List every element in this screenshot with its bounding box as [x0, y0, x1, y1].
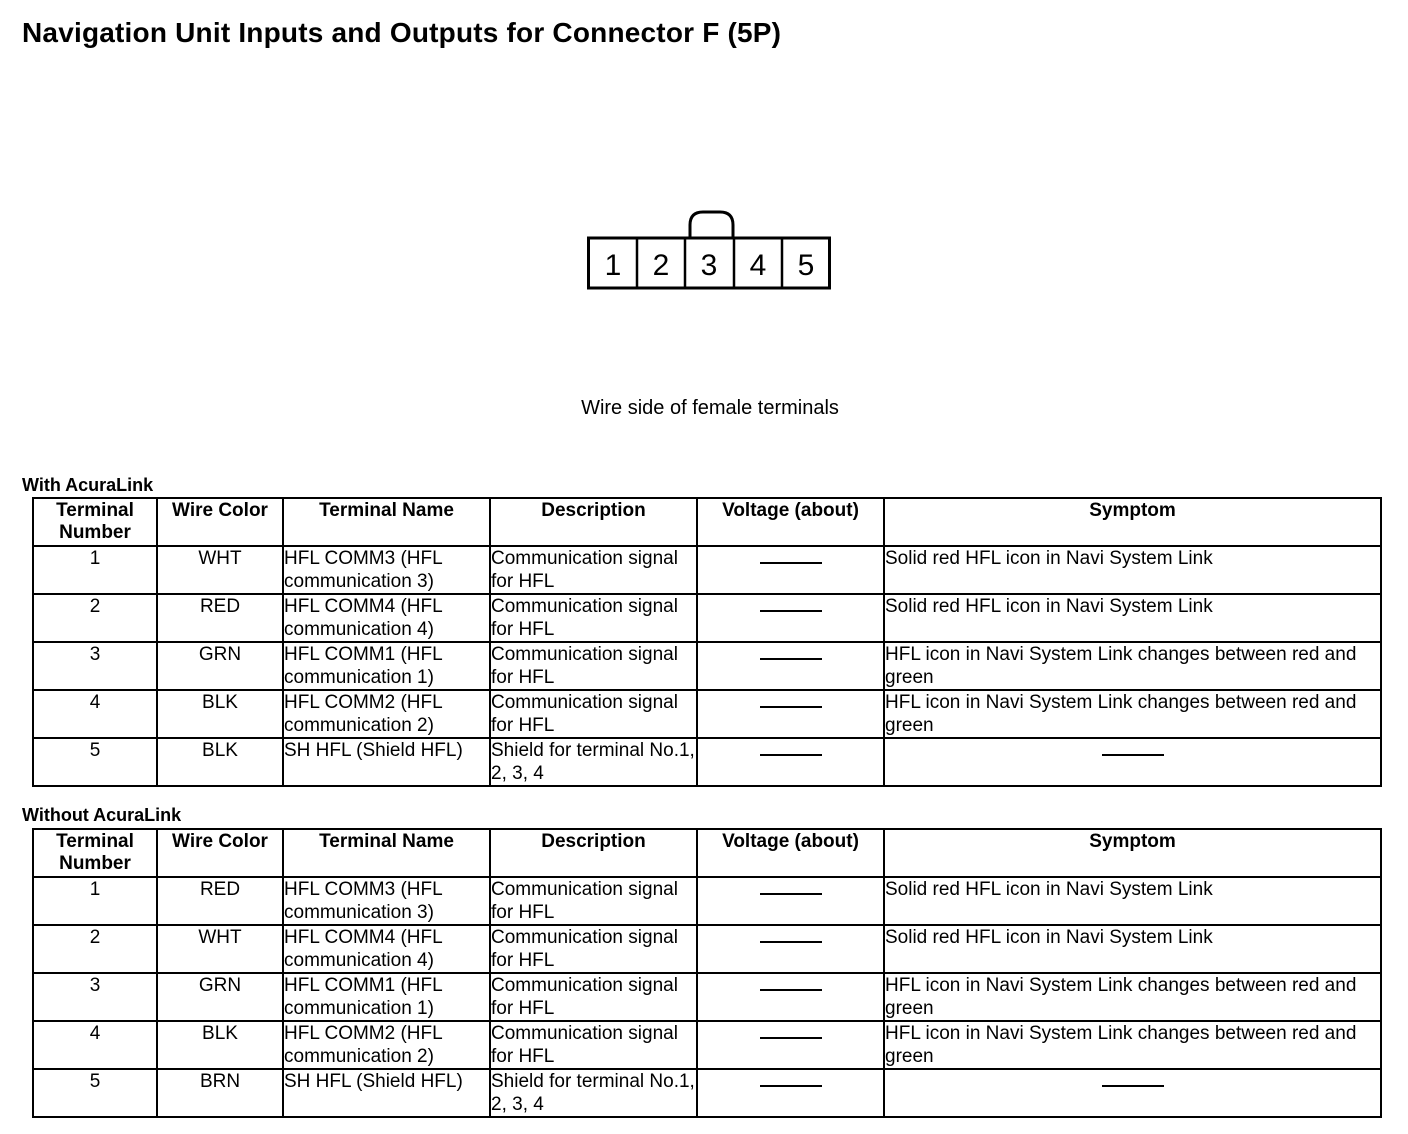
terminal-name: HFL COMM3 (HFL communication 3): [283, 877, 490, 925]
wire-color: GRN: [157, 973, 283, 1021]
column-header: Terminal Number: [33, 498, 157, 546]
terminal-number: 3: [33, 642, 157, 690]
terminal-number: 1: [33, 546, 157, 594]
dash-line-icon: [760, 658, 822, 660]
column-header: Wire Color: [157, 498, 283, 546]
symptom: [884, 1069, 1381, 1117]
table-header-row: [33, 829, 1381, 877]
dash-line-icon: [1102, 754, 1164, 756]
dash-line-icon: [760, 989, 822, 991]
column-header: Symptom: [884, 498, 1381, 546]
description: Shield for terminal No.1, 2, 3, 4: [490, 1069, 697, 1117]
pin-table-with-acuralink: [32, 497, 1382, 787]
column-header: Voltage (about): [697, 498, 884, 546]
dash-line-icon: [760, 1085, 822, 1087]
voltage: [697, 690, 884, 738]
terminal-label: 1: [604, 249, 622, 282]
terminal-number: 2: [33, 925, 157, 973]
terminal-name: SH HFL (Shield HFL): [283, 738, 490, 786]
page-title: Navigation Unit Inputs and Outputs for Connector F (5P): [22, 17, 782, 48]
terminal-name: HFL COMM1 (HFL communication 1): [283, 973, 490, 1021]
wire-color: BLK: [157, 1021, 283, 1069]
section-label-with-acuralink: With AcuraLink: [22, 475, 154, 495]
dash-line-icon: [760, 610, 822, 612]
column-header: Symptom: [884, 829, 1381, 877]
terminal-number: 4: [33, 690, 157, 738]
voltage: [697, 1021, 884, 1069]
voltage: [697, 925, 884, 973]
table-row: [33, 642, 1381, 690]
column-header: Terminal Name: [283, 829, 490, 877]
column-header: Description: [490, 498, 697, 546]
terminal-name: HFL COMM4 (HFL communication 4): [283, 594, 490, 642]
column-header: Terminal Name: [283, 498, 490, 546]
terminal-number: 5: [33, 738, 157, 786]
description: Communication signal for HFL: [490, 925, 697, 973]
dash-line-icon: [760, 1037, 822, 1039]
symptom: Solid red HFL icon in Navi System Link: [884, 877, 1381, 925]
voltage: [697, 594, 884, 642]
terminal-number: 4: [33, 1021, 157, 1069]
voltage: [697, 546, 884, 594]
terminal-name: HFL COMM1 (HFL communication 1): [283, 642, 490, 690]
symptom: [884, 738, 1381, 786]
voltage: [697, 1069, 884, 1117]
wire-color: RED: [157, 877, 283, 925]
description: Communication signal for HFL: [490, 546, 697, 594]
description: Communication signal for HFL: [490, 690, 697, 738]
description: Communication signal for HFL: [490, 1021, 697, 1069]
dash-line-icon: [760, 893, 822, 895]
terminal-name: SH HFL (Shield HFL): [283, 1069, 490, 1117]
table-row: [33, 594, 1381, 642]
table-row: [33, 738, 1381, 786]
section-label-without-acuralink: Without AcuraLink: [22, 805, 182, 825]
table-row: [33, 1069, 1381, 1117]
terminal-label: 2: [652, 249, 670, 282]
description: Communication signal for HFL: [490, 877, 697, 925]
wire-color: WHT: [157, 925, 283, 973]
table-row: [33, 877, 1381, 925]
terminal-name: HFL COMM3 (HFL communication 3): [283, 546, 490, 594]
connector-caption: Wire side of female terminals: [581, 397, 839, 419]
connector-diagram: [587, 208, 831, 290]
table-row: [33, 546, 1381, 594]
terminal-name: HFL COMM2 (HFL communication 2): [283, 690, 490, 738]
terminal-number: 3: [33, 973, 157, 1021]
column-header: Description: [490, 829, 697, 877]
symptom: HFL icon in Navi System Link changes between red and green: [884, 1021, 1381, 1069]
symptom: HFL icon in Navi System Link changes between red and green: [884, 690, 1381, 738]
terminal-number: 2: [33, 594, 157, 642]
wire-color: BLK: [157, 690, 283, 738]
terminal-label: 4: [749, 249, 767, 282]
table-row: [33, 1021, 1381, 1069]
symptom: HFL icon in Navi System Link changes between red and green: [884, 973, 1381, 1021]
symptom: HFL icon in Navi System Link changes between red and green: [884, 642, 1381, 690]
connector-5p-drawing: [587, 208, 831, 290]
symptom: Solid red HFL icon in Navi System Link: [884, 925, 1381, 973]
wire-color: BRN: [157, 1069, 283, 1117]
table-row: [33, 973, 1381, 1021]
terminal-label: 5: [797, 249, 815, 282]
symptom: Solid red HFL icon in Navi System Link: [884, 594, 1381, 642]
voltage: [697, 973, 884, 1021]
connector-lock-tab: [690, 212, 733, 238]
wire-color: BLK: [157, 738, 283, 786]
table-row: [33, 925, 1381, 973]
voltage: [697, 738, 884, 786]
dash-line-icon: [760, 562, 822, 564]
terminal-number: 1: [33, 877, 157, 925]
terminal-name: HFL COMM4 (HFL communication 4): [283, 925, 490, 973]
description: Communication signal for HFL: [490, 973, 697, 1021]
column-header: Wire Color: [157, 829, 283, 877]
symptom: Solid red HFL icon in Navi System Link: [884, 546, 1381, 594]
voltage: [697, 642, 884, 690]
terminal-name: HFL COMM2 (HFL communication 2): [283, 1021, 490, 1069]
dash-line-icon: [760, 706, 822, 708]
terminal-number: 5: [33, 1069, 157, 1117]
dash-line-icon: [760, 941, 822, 943]
column-header: Terminal Number: [33, 829, 157, 877]
dash-line-icon: [1102, 1085, 1164, 1087]
description: Communication signal for HFL: [490, 594, 697, 642]
pin-table-without-acuralink: [32, 828, 1382, 1118]
wire-color: GRN: [157, 642, 283, 690]
description: Communication signal for HFL: [490, 642, 697, 690]
dash-line-icon: [760, 754, 822, 756]
table-header-row: [33, 498, 1381, 546]
voltage: [697, 877, 884, 925]
wire-color: WHT: [157, 546, 283, 594]
column-header: Voltage (about): [697, 829, 884, 877]
terminal-label: 3: [700, 249, 718, 282]
wire-color: RED: [157, 594, 283, 642]
table-row: [33, 690, 1381, 738]
description: Shield for terminal No.1, 2, 3, 4: [490, 738, 697, 786]
